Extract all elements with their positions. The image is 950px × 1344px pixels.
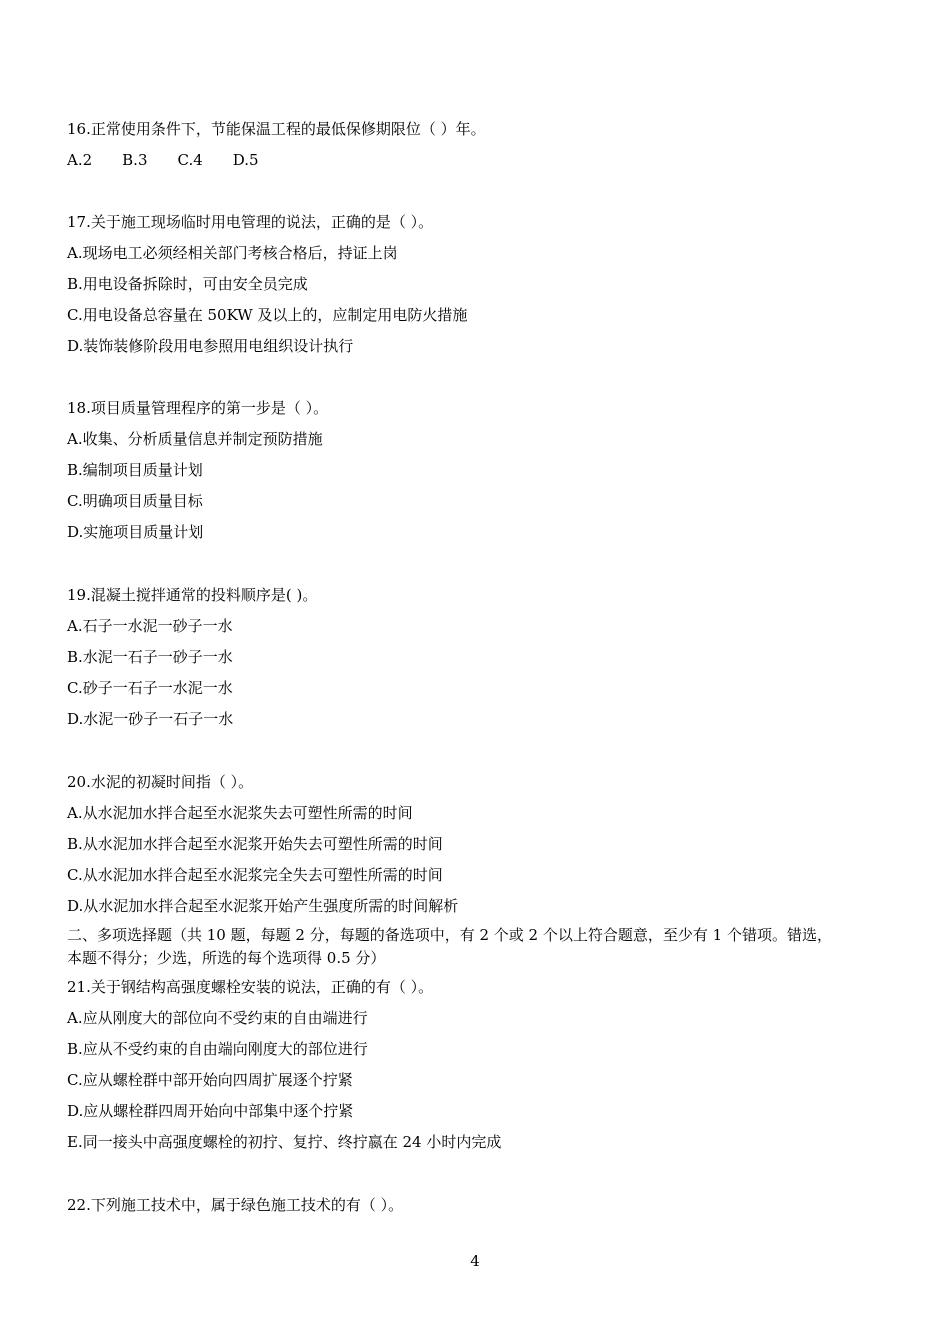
question-19-option-c: C.砂子一石子一水泥一水	[67, 679, 233, 697]
question-21-option-c: C.应从螺栓群中部开始向四周扩展逐个拧紧	[67, 1071, 353, 1089]
question-17-option-d: D.装饰装修阶段用电参照用电组织设计执行	[67, 337, 354, 355]
question-21-option-b: B.应从不受约束的自由端向刚度大的部位进行	[67, 1040, 368, 1058]
section-two-heading-line-2: 本题不得分；少选，所选的每个选项得 0.5 分）	[67, 949, 386, 967]
question-16-option-d: D.5	[232, 151, 259, 169]
question-17-option-c: C.用电设备总容量在 50KW 及以上的，应制定用电防火措施	[67, 306, 468, 324]
question-18-stem: 18.项目质量管理程序的第一步是（ ）。	[67, 399, 329, 417]
question-18-option-a: A.收集、分析质量信息并制定预防措施	[67, 430, 323, 448]
question-20-stem: 20.水泥的初凝时间指（ ）。	[67, 773, 254, 791]
page-number: 4	[470, 1252, 480, 1270]
question-20-option-a: A.从水泥加水拌合起至水泥浆失去可塑性所需的时间	[67, 804, 413, 822]
question-18-option-d: D.实施项目质量计划	[67, 523, 204, 541]
question-16-option-a: A.2	[67, 151, 93, 169]
question-20-option-b: B.从水泥加水拌合起至水泥浆开始失去可塑性所需的时间	[67, 835, 443, 853]
question-22-stem: 22.下列施工技术中，属于绿色施工技术的有（ ）。	[67, 1196, 404, 1214]
question-16-option-c: C.4	[177, 151, 203, 169]
question-21-option-e: E.同一接头中高强度螺栓的初拧、复拧、终拧嬴在 24 小时内完成	[67, 1133, 502, 1151]
question-17-option-b: B.用电设备拆除时，可由安全员完成	[67, 275, 308, 293]
question-18-option-b: B.编制项目质量计划	[67, 461, 203, 479]
question-16-option-b: B.3	[122, 151, 148, 169]
question-20-option-c: C.从水泥加水拌合起至水泥浆完全失去可塑性所需的时间	[67, 866, 443, 884]
question-16-stem: 16.正常使用条件下，节能保温工程的最低保修期限位（ ）年。	[67, 120, 486, 138]
section-two-heading-line-1: 二、多项选择题（共 10 题，每题 2 分，每题的备选项中，有 2 个或 2 个以上符合题意，至少有 1 个错项。错选，	[67, 926, 832, 944]
question-21-option-d: D.应从螺栓群四周开始向中部集中逐个拧紧	[67, 1102, 354, 1120]
question-17-stem: 17.关于施工现场临时用电管理的说法，正确的是（ ）。	[67, 213, 434, 231]
question-21-stem: 21.关于钢结构高强度螺栓安装的说法，正确的有（ ）。	[67, 978, 434, 996]
question-19-option-b: B.水泥一石子一砂子一水	[67, 648, 233, 666]
question-21-option-a: A.应从刚度大的部位向不受约束的自由端进行	[67, 1009, 368, 1027]
question-19-option-a: A.石子一水泥一砂子一水	[67, 617, 233, 635]
question-20-option-d: D.从水泥加水拌合起至水泥浆开始产生强度所需的时间解析	[67, 897, 459, 915]
question-17-option-a: A.现场电工必须经相关部门考核合格后，持证上岗	[67, 244, 398, 262]
question-19-stem: 19.混凝土搅拌通常的投料顺序是( )。	[67, 586, 318, 604]
question-19-option-d: D.水泥一砂子一石子一水	[67, 710, 234, 728]
question-16-options	[67, 150, 289, 170]
question-18-option-c: C.明确项目质量目标	[67, 492, 203, 510]
